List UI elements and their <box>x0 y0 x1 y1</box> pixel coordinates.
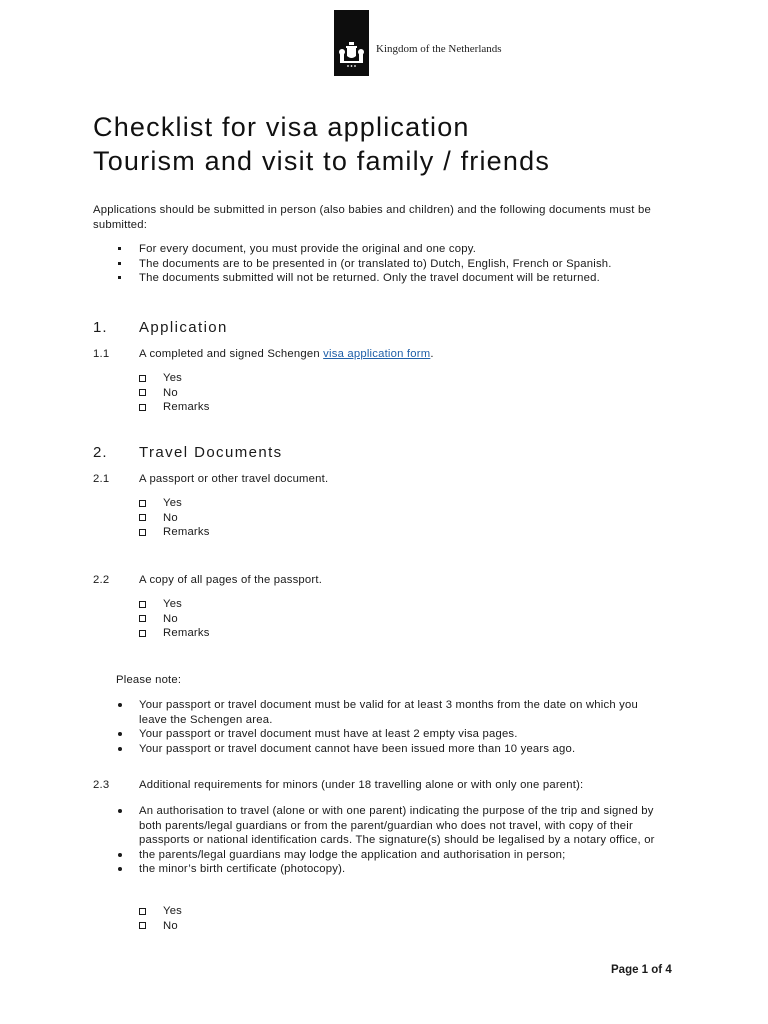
intro-paragraph: Applications should be submitted in person (also babies and children) and the following documents must be submitted: <box>93 204 651 231</box>
netherlands-coat-of-arms-icon <box>334 10 369 76</box>
list-item: Your passport or travel document must have at least 2 empty visa pages. <box>117 727 657 742</box>
minor-requirements-list <box>117 804 677 877</box>
checkbox[interactable] <box>139 615 146 622</box>
checkbox[interactable] <box>139 630 146 637</box>
visa-application-form-link[interactable]: visa application form <box>323 348 431 360</box>
options-2-3 <box>138 904 182 933</box>
list-item: the minor’s birth certificate (photocopy). <box>117 862 677 877</box>
option-no[interactable] <box>138 919 182 934</box>
list-item: An authorisation to travel (alone or with one parent) indicating the purpose of the trip and signed by both parents/legal guardians or from the parent/guardian who does not travel, with copy of their passports or national identification cards. The signature(s) should be legalised by a notary office, or <box>117 804 677 848</box>
options-2-1 <box>138 496 210 540</box>
item-number: 2.3 <box>93 779 110 791</box>
option-label: No <box>163 612 178 625</box>
note-bullet-list <box>117 698 657 756</box>
item-text: Additional requirements for minors (under 18 travelling alone or with only one parent): <box>139 779 584 791</box>
organization-name: Kingdom of the Netherlands <box>376 43 502 55</box>
item-text-start: A completed and signed Schengen <box>139 348 324 360</box>
option-remarks[interactable] <box>138 400 210 415</box>
option-label: Remarks <box>163 627 210 639</box>
checkbox[interactable] <box>139 375 146 382</box>
item-number: 2.2 <box>93 574 110 586</box>
checkbox[interactable] <box>139 500 146 507</box>
option-label: No <box>163 386 178 399</box>
item-text <box>139 348 434 360</box>
checkbox[interactable] <box>139 514 146 521</box>
section-title-application: Application <box>139 319 228 336</box>
item-text-end: . <box>430 348 434 360</box>
option-label: Remarks <box>163 526 210 538</box>
option-label: Yes <box>163 598 183 610</box>
option-label: Yes <box>163 905 183 917</box>
option-yes[interactable] <box>138 904 182 919</box>
item-text: A copy of all pages of the passport. <box>139 574 323 586</box>
list-item: Your passport or travel document must be valid for at least 3 months from the date on which you leave the Schengen area. <box>117 698 657 727</box>
option-no[interactable] <box>138 511 210 526</box>
option-remarks[interactable] <box>138 626 210 641</box>
please-note-label: Please note: <box>116 674 182 686</box>
option-yes[interactable] <box>138 371 210 386</box>
list-item: Your passport or travel document cannot have been issued more than 10 years ago. <box>117 742 657 757</box>
document-subtitle: Tourism and visit to family / friends <box>93 146 551 176</box>
page-number: Page 1 of 4 <box>611 964 672 976</box>
section-number: 2. <box>93 444 108 461</box>
item-text: A passport or other travel document. <box>139 473 329 485</box>
section-title-travel-documents: Travel Documents <box>139 444 283 461</box>
option-no[interactable] <box>138 386 210 401</box>
document-title: Checklist for visa application <box>93 112 470 142</box>
intro-bullet-list <box>118 242 612 286</box>
item-number: 2.1 <box>93 473 110 485</box>
checkbox[interactable] <box>139 404 146 411</box>
options-2-2 <box>138 597 210 641</box>
checkbox[interactable] <box>139 908 146 915</box>
options-1-1 <box>138 371 210 415</box>
list-item: the parents/legal guardians may lodge the application and authorisation in person; <box>117 848 677 863</box>
option-yes[interactable] <box>138 597 210 612</box>
option-label: No <box>163 511 178 524</box>
section-number: 1. <box>93 319 108 336</box>
checkbox[interactable] <box>139 601 146 608</box>
item-number: 1.1 <box>93 348 110 360</box>
list-item: The documents are to be presented in (or translated to) Dutch, English, French or Spanish. <box>118 257 612 272</box>
list-item: For every document, you must provide the original and one copy. <box>118 242 612 257</box>
option-label: Yes <box>163 372 183 384</box>
option-no[interactable] <box>138 612 210 627</box>
option-yes[interactable] <box>138 496 210 511</box>
checkbox[interactable] <box>139 389 146 396</box>
option-label: Yes <box>163 497 183 509</box>
checkbox[interactable] <box>139 529 146 536</box>
list-item: The documents submitted will not be returned. Only the travel document will be returned. <box>118 271 612 286</box>
option-label: No <box>163 919 178 932</box>
option-remarks[interactable] <box>138 525 210 540</box>
option-label: Remarks <box>163 401 210 413</box>
checkbox[interactable] <box>139 922 146 929</box>
